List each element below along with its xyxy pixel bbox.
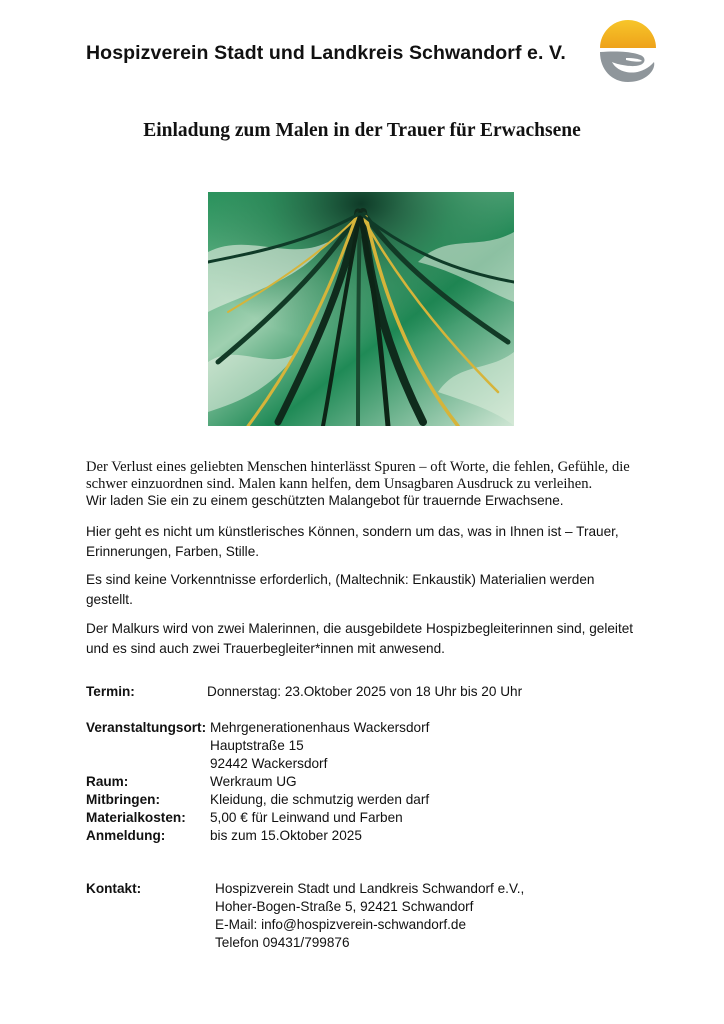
cost-label: Materialkosten: [86, 810, 186, 825]
termin-label: Termin: [86, 684, 135, 699]
paragraph-requirements [86, 570, 595, 610]
paragraph-line: Der Malkurs wird von zwei Malerinnen, die ausgebildete Hospizbegleiterinnen sind, geleitet [86, 621, 634, 636]
location-line: Mehrgenerationenhaus Wackersdorf [210, 720, 430, 735]
registration-value: bis zum 15.Oktober 2025 [210, 828, 362, 843]
registration-label: Anmeldung: [86, 828, 166, 843]
intro-line: Wir laden Sie ein zu einem geschützten Malangebot für trauernde Erwachsene. [86, 493, 564, 508]
contact-phone[interactable]: Telefon 09431/799876 [215, 935, 350, 950]
paragraph-line: und es sind auch zwei Trauerbegleiter*innen mit anwesend. [86, 641, 445, 656]
paragraph-leaders [86, 619, 633, 659]
abstract-painting-image [208, 192, 514, 426]
bring-label: Mitbringen: [86, 792, 160, 807]
cost-value: 5,00 € für Leinwand und Farben [210, 810, 403, 825]
contact-email[interactable]: E-Mail: info@hospizverein-schwandorf.de [215, 917, 467, 932]
org-title: Hospizverein Stadt und Landkreis Schwandorf e. V. [86, 42, 566, 64]
paragraph-skills [86, 522, 619, 562]
paragraph-line: Hier geht es nicht um künstlerisches Können, sondern um das, was in Ihnen ist – Trauer, [86, 524, 619, 539]
intro-paragraph [86, 459, 630, 493]
intro-invite-line [86, 492, 564, 510]
paragraph-line: gestellt. [86, 592, 133, 607]
location-value [210, 719, 429, 773]
location-label: Veranstaltungsort: [86, 720, 207, 735]
location-line: Hauptstraße 15 [210, 738, 304, 753]
termin-value: Donnerstag: 23.Oktober 2025 von 18 Uhr bis 20 Uhr [207, 684, 523, 699]
paragraph-line: Erinnerungen, Farben, Stille. [86, 544, 260, 559]
paragraph-line: Es sind keine Vorkenntnisse erforderlich, (Maltechnik: Enkaustik) Materialien werden [86, 572, 595, 587]
room-value: Werkraum UG [210, 774, 297, 789]
hospiz-logo-icon [596, 18, 660, 84]
bring-value: Kleidung, die schmutzig werden darf [210, 792, 430, 807]
contact-label: Kontakt: [86, 881, 142, 896]
room-label: Raum: [86, 774, 129, 789]
invitation-title: Einladung zum Malen in der Trauer für Erwachsene [143, 120, 581, 141]
contact-block [215, 880, 524, 952]
contact-org: Hospizverein Stadt und Landkreis Schwandorf e.V., [215, 881, 525, 896]
location-line: 92442 Wackersdorf [210, 756, 328, 771]
contact-address: Hoher-Bogen-Straße 5, 92421 Schwandorf [215, 899, 474, 914]
intro-line: Der Verlust eines geliebten Menschen hinterlässt Spuren – oft Worte, die fehlen, Gefühle, die [86, 459, 630, 475]
intro-line: schwer einzuordnen sind. Malen kann helfen, dem Unsagbaren Ausdruck zu verleihen. [86, 476, 593, 492]
